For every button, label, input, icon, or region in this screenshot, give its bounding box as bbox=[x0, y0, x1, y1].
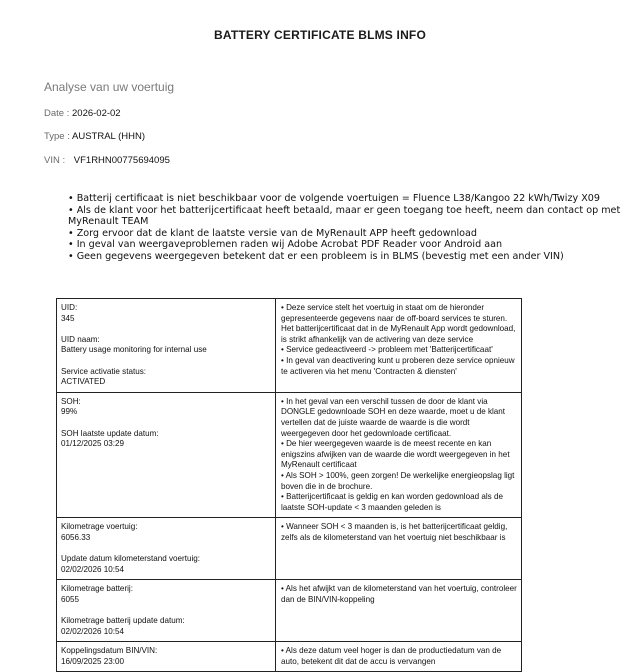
page-subtitle: Analyse van uw voertuig bbox=[44, 80, 175, 94]
date-field bbox=[44, 108, 121, 119]
table-cell-values bbox=[57, 642, 276, 671]
table-cell-values bbox=[57, 518, 276, 579]
table-row-battery-mileage bbox=[57, 580, 521, 642]
row-note: • De hier weergegeven waarde is de meest recente en kan enigszins afwijken van de waarde die wordt weergegeven in het MyRenault certificaat bbox=[281, 439, 510, 470]
type-label: Type : bbox=[44, 131, 70, 142]
table-row-bin-vin bbox=[57, 642, 521, 672]
field-label: Kilometrage voertuig: bbox=[61, 522, 138, 532]
table-row-soh bbox=[57, 393, 521, 519]
table-cell-values bbox=[57, 393, 276, 518]
field-label: Update datum kilometerstand voertuig: bbox=[61, 554, 201, 564]
field-value: 6055 bbox=[61, 594, 80, 604]
vin-field bbox=[44, 155, 170, 166]
type-field bbox=[44, 131, 145, 142]
field-label: SOH laatste update datum: bbox=[61, 428, 159, 438]
field-value: 02/02/2026 10:54 bbox=[61, 626, 125, 636]
date-label: Date : bbox=[44, 108, 70, 119]
table-cell-notes bbox=[276, 393, 521, 518]
note-item: • Zorg ervoor dat de klant de laatste versie van de MyRenault APP heeft gedownload bbox=[68, 227, 478, 239]
note-item: • Als de klant voor het batterijcertificaat heeft betaald, maar er geen toegang toe heeft, neem dan contact op met MyRenault TEAM bbox=[68, 204, 621, 228]
table-cell-notes bbox=[276, 642, 521, 671]
row-note: • In geval van deactivering kunt u proberen deze service opnieuw te activeren via het menu 'Contracten & diensten' bbox=[281, 355, 515, 376]
table-row-uid bbox=[57, 299, 521, 393]
field-value: 345 bbox=[61, 313, 75, 323]
row-note: • Wanneer SOH < 3 maanden is, is het batterijcertificaat geldig, zelfs als de kilometerstand van het voertuig niet beschikbaar is bbox=[281, 522, 508, 542]
row-note: • Batterijcertificaat is geldig en kan worden gedownload als de laatste SOH-update < 3 maanden geleden is bbox=[281, 492, 503, 512]
field-label: UID naam: bbox=[61, 334, 100, 344]
table-row-vehicle-mileage bbox=[57, 518, 521, 580]
field-label: Kilometrage batterij: bbox=[61, 584, 133, 594]
row-note: • In het geval van een verschil tussen de door de klant via DONGLE gedownloade SOH en deze waarde, moet u de klant vertellen dat de juiste waarde de waarde is die wordt weergegeven door het gedownloade certificaat. bbox=[281, 396, 506, 438]
table-cell-values bbox=[57, 299, 276, 392]
page-title: BATTERY CERTIFICATE BLMS INFO bbox=[213, 28, 426, 42]
field-value: Battery usage monitoring for internal use bbox=[61, 345, 207, 355]
field-value: 02/02/2026 10:54 bbox=[61, 564, 125, 574]
row-note: • Als het afwijkt van de kilometerstand van het voertuig, controleer dan de BIN/VIN-koppeling bbox=[281, 584, 517, 604]
notes-list bbox=[68, 193, 623, 263]
field-label: UID: bbox=[61, 303, 78, 312]
row-note: • Als SOH > 100%, geen zorgen! De werkelijke energieopslag ligt boven die in de brochure. bbox=[281, 470, 515, 491]
type-value: AUSTRAL (HHN) bbox=[72, 131, 146, 142]
field-label: Service activatie status: bbox=[61, 366, 147, 376]
field-value: 99% bbox=[61, 407, 78, 417]
field-label: Kilometrage batterij update datum: bbox=[61, 616, 185, 626]
row-note: • Deze service stelt het voertuig in staat om de hieronder gepresenteerde gegevens naar de off-board services te sturen. Het batterijcertificaat dat in de MyRenault App wordt gedownload, is strikt afhankelijk van de activering van deze service bbox=[281, 303, 516, 344]
field-value: 16/09/2025 23:00 bbox=[61, 656, 125, 666]
row-note: • Als deze datum veel hoger is dan de productiedatum van de auto, betekent dit dat de accu is vervangen bbox=[281, 646, 502, 666]
field-value: 01/12/2025 03:29 bbox=[61, 439, 125, 449]
note-item: • Geen gegevens weergegeven betekent dat er een probleem is in BLMS (bevestig met een ander VIN) bbox=[68, 250, 564, 262]
table-cell-notes bbox=[276, 299, 521, 392]
table-cell-notes bbox=[276, 580, 521, 641]
field-label: SOH: bbox=[61, 396, 81, 406]
date-value: 2026-02-02 bbox=[72, 108, 121, 119]
row-note: • Service gedeactiveerd -> probleem met 'Batterijcertificaat' bbox=[281, 345, 493, 355]
info-table bbox=[56, 298, 522, 672]
table-cell-notes bbox=[276, 518, 521, 579]
field-label: Koppelingsdatum BIN/VIN: bbox=[61, 646, 158, 656]
table-cell-values bbox=[57, 580, 276, 641]
field-value: ACTIVATED bbox=[61, 377, 106, 387]
vin-value: VF1RHN00775694095 bbox=[73, 155, 170, 166]
note-item: • In geval van weergaveproblemen raden wij Adobe Acrobat PDF Reader voor Android aan bbox=[68, 239, 503, 251]
field-value: 6056.33 bbox=[61, 532, 91, 542]
vin-label: VIN : bbox=[44, 155, 66, 166]
note-item: • Batterij certificaat is niet beschikbaar voor de volgende voertuigen = Fluence L38/Kangoo 22 kWh/Twizy X09 bbox=[68, 193, 600, 204]
